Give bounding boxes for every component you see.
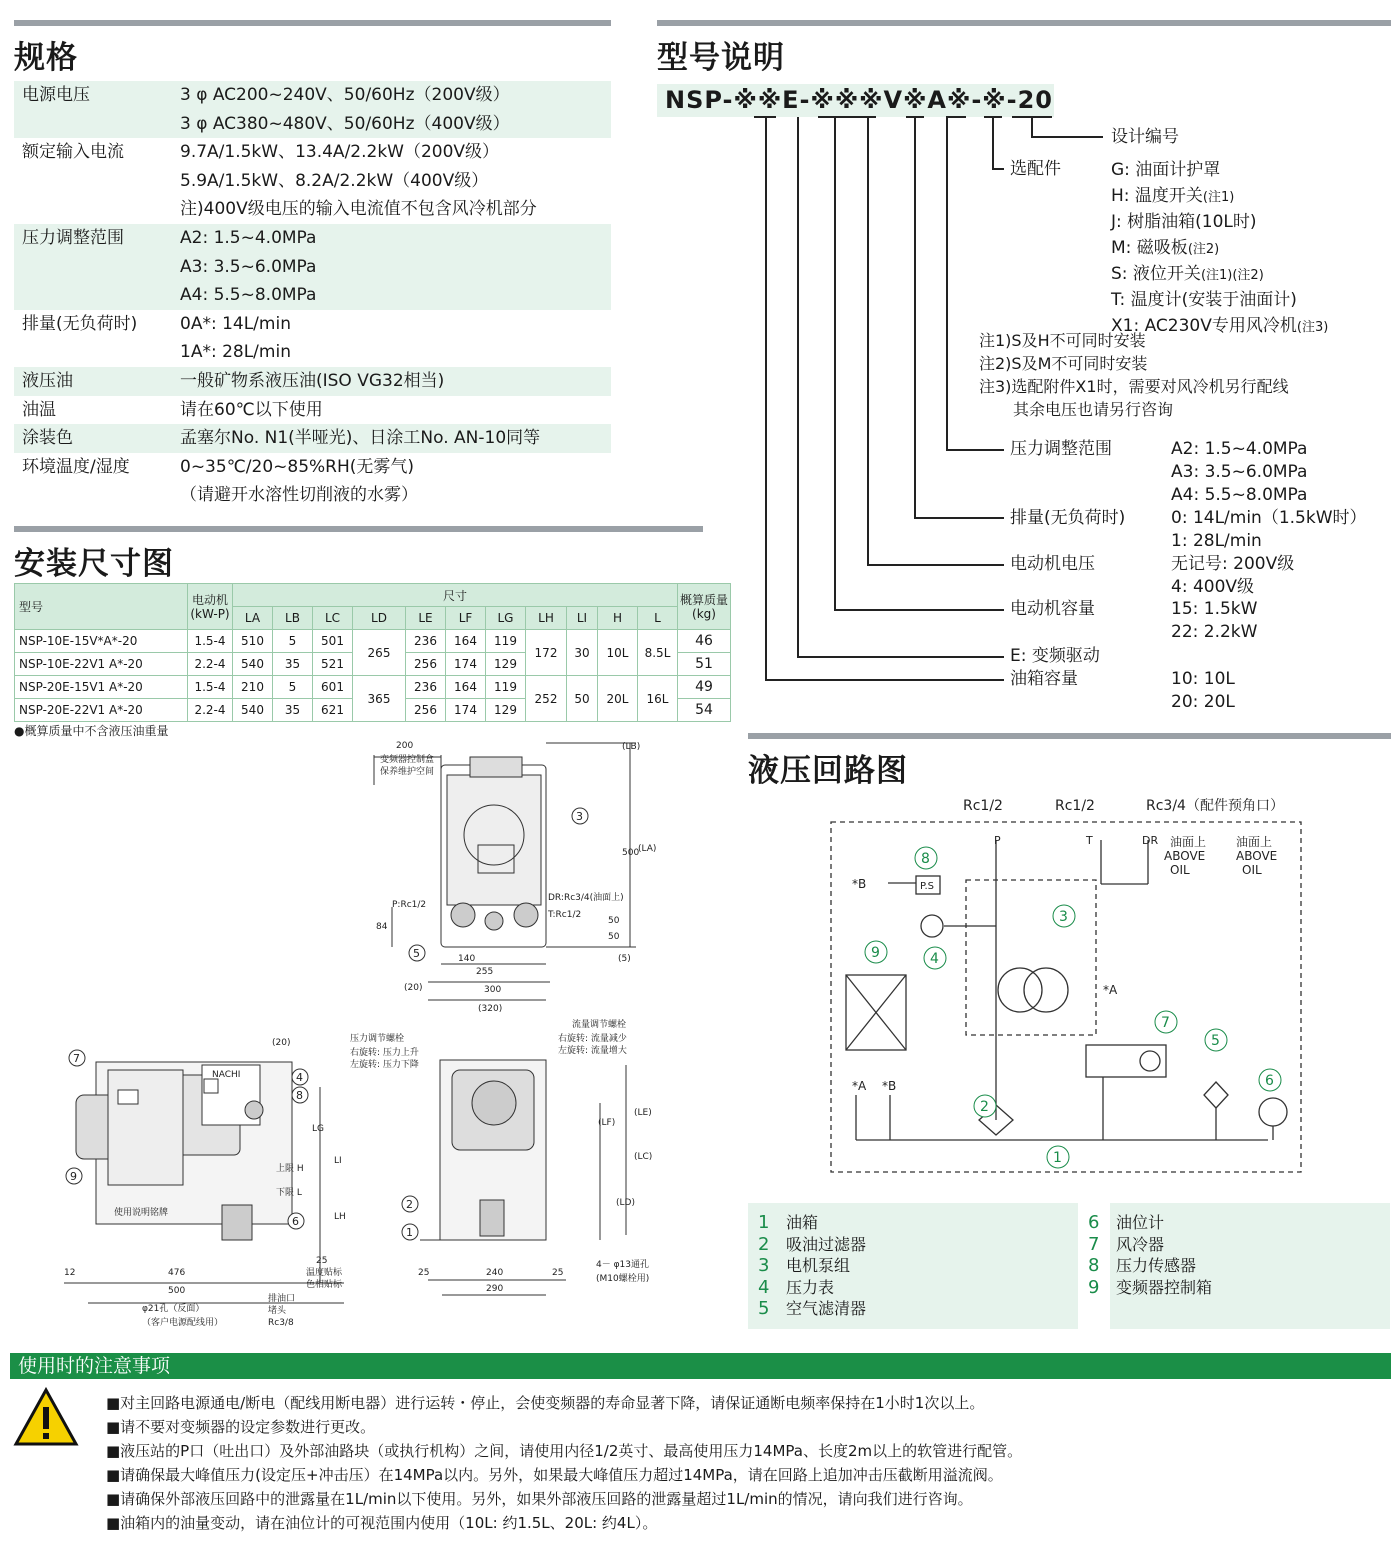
- spec-label: [14, 167, 180, 196]
- drive-label: E: 变频驱动: [1010, 646, 1100, 666]
- th-col: LB: [273, 607, 313, 630]
- spec-row: [14, 138, 611, 167]
- spec-value: A3: 3.5~6.0MPa: [180, 256, 317, 277]
- svg-text:25: 25: [418, 1268, 430, 1278]
- svg-text:2: 2: [980, 1099, 989, 1115]
- option-item: X1: AC230V专用风冷机(注3): [1111, 316, 1329, 336]
- legend-item: 7 风冷器: [1088, 1233, 1165, 1255]
- svg-text:200: 200: [396, 741, 414, 751]
- svg-text:(5): (5): [618, 954, 631, 964]
- svg-text:50: 50: [608, 932, 620, 942]
- spec-row: [14, 253, 611, 282]
- svg-text:温度贴标: 温度贴标: [306, 1268, 343, 1278]
- svg-text:7: 7: [73, 1052, 80, 1065]
- svg-text:7: 7: [1161, 1015, 1170, 1031]
- option-item: M: 磁吸板(注2): [1111, 238, 1220, 258]
- svg-text:下限 L: 下限 L: [276, 1188, 302, 1198]
- option-label: 选配件: [1010, 159, 1061, 179]
- svg-text:25: 25: [316, 1256, 328, 1266]
- spec-label: [14, 338, 180, 367]
- svg-text:ABOVE: ABOVE: [1164, 849, 1206, 863]
- option-item: S: 液位开关(注1)(注2): [1111, 264, 1264, 284]
- tank-values: 10: 10L 20: 20L: [1171, 669, 1235, 712]
- spec-label: [14, 110, 180, 139]
- hydraulic-circuit: [748, 790, 1391, 1195]
- table-row: NSP-10E-22V1 A*-20 2.2-4 540 35 521 256 174 129 51: [15, 653, 731, 676]
- spec-row: [14, 453, 611, 482]
- spec-value: 注)400V级电压的输入电流值不包含风冷机部分: [180, 199, 537, 220]
- svg-text:Rc3/8: Rc3/8: [268, 1318, 294, 1328]
- svg-text:右旋转: 压力上升: 右旋转: 压力上升: [350, 1048, 419, 1058]
- spec-row: [14, 81, 611, 110]
- spec-label: 电源电压: [22, 85, 90, 105]
- th-col: LF: [446, 607, 486, 630]
- svg-text:变频器控制盒: 变频器控制盒: [380, 755, 435, 765]
- svg-text:*B: *B: [882, 1079, 897, 1093]
- spec-row: [14, 338, 611, 367]
- svg-text:*A: *A: [852, 1079, 867, 1093]
- spec-value: 请在60℃以下使用: [180, 399, 323, 420]
- svg-text:6: 6: [1265, 1073, 1274, 1089]
- model-note: 其余电压也请另行咨询: [1013, 400, 1174, 419]
- circuit-top-bar: [748, 733, 1391, 739]
- spec-label: [14, 281, 180, 310]
- svg-text:DR: DR: [1142, 834, 1159, 847]
- spec-label: 油温: [22, 399, 56, 420]
- svg-text:油面上: 油面上: [1236, 835, 1273, 849]
- svg-text:240: 240: [486, 1268, 504, 1278]
- spec-label: 涂装色: [22, 428, 73, 449]
- svg-text:P:Rc1/2: P:Rc1/2: [392, 900, 427, 910]
- svg-text:476: 476: [168, 1268, 186, 1278]
- svg-text:压力调节螺栓: 压力调节螺栓: [350, 1034, 405, 1044]
- spec-title: 规格: [14, 40, 78, 76]
- spec-row: [14, 481, 611, 510]
- spec-row: [14, 367, 611, 396]
- flow-values: 0: 14L/min（1.5kW时） 1: 28L/min: [1171, 508, 1367, 551]
- spec-row: [14, 310, 611, 339]
- svg-text:(M10螺栓用): (M10螺栓用): [596, 1274, 650, 1284]
- spec-value: 9.7A/1.5kW、13.4A/2.2kW（200V级）: [180, 142, 500, 163]
- table-row: NSP-10E-15V*A*-20 1.5-4 510 5 501 265 236 164 119 172 30 10L 8.5L 46: [15, 630, 731, 653]
- th-col: LE: [406, 607, 446, 630]
- spec-value: 5.9A/1.5kW、8.2A/2.2kW（400V级）: [180, 170, 489, 191]
- th-col: LH: [526, 607, 567, 630]
- installation-drawing: [0, 735, 700, 1335]
- th-model: 型号: [15, 584, 188, 630]
- design-number-label: 设计编号: [1111, 127, 1179, 147]
- table-row: NSP-20E-22V1 A*-20 2.2-4 540 35 621 256 174 129 54: [15, 699, 731, 722]
- caution-item: ■请确保最大峰值压力(设定压+冲击压）在14MPa以内。另外，如果最大峰值压力超过14MPa，请在回路上追加冲击压截断用溢流阀。: [106, 1466, 1003, 1484]
- legend-item: 5 空气滤清器: [758, 1298, 867, 1319]
- spec-value: 3 φ AC380~480V、50/60Hz（400V级）: [180, 113, 510, 134]
- dims-title: 安装尺寸图: [14, 546, 174, 582]
- spec-value: 一般矿物系液压油(ISO VG32相当): [180, 370, 445, 391]
- svg-text:(LF): (LF): [598, 1118, 616, 1128]
- svg-text:5: 5: [1211, 1033, 1220, 1049]
- th-col: LA: [233, 607, 273, 630]
- circuit-title: 液压回路图: [748, 753, 908, 789]
- th-col: H: [598, 607, 638, 630]
- svg-text:流量调节螺栓: 流量调节螺栓: [572, 1020, 627, 1030]
- svg-text:5: 5: [413, 947, 420, 960]
- model-note: 注3)选配附件X1时，需要对风冷机另行配线: [979, 377, 1289, 396]
- svg-text:9: 9: [70, 1170, 77, 1183]
- svg-text:Rc1/2: Rc1/2: [963, 798, 1003, 814]
- dims-top-bar: [14, 526, 703, 532]
- svg-text:4: 4: [930, 951, 939, 967]
- spec-row: [14, 281, 611, 310]
- svg-text:堵头: 堵头: [268, 1306, 287, 1316]
- svg-text:4－ φ13通孔: 4－ φ13通孔: [596, 1260, 649, 1270]
- svg-text:(320): (320): [478, 1004, 503, 1014]
- svg-text:3: 3: [1059, 909, 1068, 925]
- legend-item: 3 电机泵组: [758, 1255, 851, 1276]
- spec-top-bar: [14, 20, 611, 26]
- svg-text:Rc3/4（配件预角口）: Rc3/4（配件预角口）: [1146, 798, 1284, 814]
- model-title: 型号说明: [657, 40, 785, 76]
- svg-text:T:Rc1/2: T:Rc1/2: [548, 910, 582, 920]
- svg-text:8: 8: [296, 1089, 303, 1102]
- spec-value: 3 φ AC200~240V、50/60Hz（200V级）: [180, 85, 510, 105]
- spec-label: 排量(无负荷时): [22, 313, 138, 334]
- svg-text:*A: *A: [1103, 983, 1118, 997]
- spec-label: [14, 253, 180, 282]
- voltage-label: 电动机电压: [1010, 554, 1095, 574]
- svg-text:T: T: [1086, 834, 1093, 847]
- svg-text:84: 84: [376, 922, 388, 932]
- spec-value: 0~35℃/20~85%RH(无雾气): [180, 456, 415, 477]
- svg-text:25: 25: [552, 1268, 564, 1278]
- th-col: LC: [313, 607, 353, 630]
- th-col: LI: [567, 607, 598, 630]
- warning-icon: [13, 1387, 79, 1447]
- svg-text:(20): (20): [272, 1038, 291, 1048]
- svg-text:2: 2: [406, 1198, 413, 1211]
- spec-row: [14, 424, 611, 453]
- svg-text:保养维护空间: 保养维护空间: [380, 767, 435, 777]
- th-size: 尺寸: [233, 584, 678, 607]
- spec-label: 额定输入电流: [22, 142, 124, 163]
- model-top-bar: [657, 20, 1391, 26]
- caution-list: [106, 1391, 1022, 1535]
- svg-text:排油口: 排油口: [268, 1294, 296, 1304]
- svg-text:Rc1/2: Rc1/2: [1055, 798, 1095, 814]
- legend-item: 6 油位计: [1088, 1212, 1165, 1233]
- svg-text:色相贴标: 色相贴标: [306, 1280, 343, 1290]
- caution-item: ■对主回路电源通电/断电（配线用断电器）进行运转・停止，会使变频器的寿命显著下降，请保证通断电频率保持在1小时1次以上。: [106, 1394, 985, 1412]
- svg-text:OIL: OIL: [1242, 863, 1262, 877]
- svg-text:φ21孔（反面）: φ21孔（反面）: [142, 1304, 205, 1314]
- option-notes: [979, 329, 1289, 421]
- legend-item: 9 变频器控制箱: [1088, 1276, 1213, 1298]
- svg-text:DR:Rc3/4(油面上): DR:Rc3/4(油面上): [548, 893, 624, 903]
- pressure-label: 压力调整范围: [1010, 439, 1112, 459]
- th-col: LD: [353, 607, 406, 630]
- svg-text:290: 290: [486, 1284, 504, 1294]
- svg-text:(20): (20): [404, 983, 423, 993]
- spec-row: [14, 396, 611, 425]
- svg-text:8: 8: [921, 851, 930, 867]
- svg-text:（客户电源配线用）: （客户电源配线用）: [142, 1318, 224, 1328]
- flow-label: 排量(无负荷时): [1010, 508, 1126, 528]
- model-note: 注2)S及M不可同时安装: [979, 354, 1148, 373]
- caution-item: ■液压站的P口（吐出口）及外部油路块（或执行机构）之间，请使用内径1/2英寸、最高使用压力14MPa、长度2m以上的软管进行配管。: [106, 1442, 1023, 1460]
- svg-text:3: 3: [576, 810, 583, 823]
- svg-text:12: 12: [64, 1268, 76, 1278]
- spec-table: [14, 81, 611, 510]
- svg-text:1: 1: [1053, 1150, 1062, 1166]
- option-item: H: 温度开关(注1): [1111, 186, 1235, 206]
- caution-item: ■请不要对变频器的设定参数进行更改。: [106, 1418, 376, 1436]
- svg-text:ABOVE: ABOVE: [1236, 849, 1278, 863]
- svg-text:油面上: 油面上: [1170, 835, 1207, 849]
- svg-text:(LB): (LB): [622, 742, 641, 752]
- spec-row: [14, 224, 611, 253]
- caution-item: ■油箱内的油量变动，请在油位计的可视范围内使用（10L: 约1.5L、20L: 约4L）。: [106, 1514, 658, 1532]
- svg-text:50: 50: [608, 916, 620, 926]
- svg-text:LH: LH: [334, 1212, 346, 1222]
- caution-item: ■请确保外部液压回路中的泄露量在1L/min以下使用。另外，如果外部液压回路的泄露量超过1L/min的情况，请向我们进行咨询。: [106, 1490, 973, 1508]
- spec-label: 压力调整范围: [22, 227, 124, 248]
- model-code: NSP-※※E-※※※V※A※-※-20: [665, 86, 1053, 114]
- svg-text:9: 9: [871, 945, 880, 961]
- th-motor: 电动机 (kW-P): [188, 584, 233, 630]
- spec-value: 1A*: 28L/min: [180, 342, 291, 363]
- svg-text:6: 6: [292, 1215, 299, 1228]
- svg-text:(LD): (LD): [616, 1198, 635, 1208]
- spec-label: [14, 481, 180, 510]
- spec-value: 0A*: 14L/min: [180, 313, 291, 334]
- spec-label: [14, 195, 180, 224]
- spec-row: [14, 195, 611, 224]
- caution-title: 使用时的注意事项: [10, 1353, 1391, 1379]
- spec-row: [14, 110, 611, 139]
- legend-item: 1 油箱: [758, 1212, 819, 1233]
- svg-text:255: 255: [476, 967, 494, 977]
- legend-item: 4 压力表: [758, 1276, 835, 1298]
- option-item: J: 树脂油箱(10L时): [1111, 212, 1257, 232]
- svg-text:右旋转: 流量减少: 右旋转: 流量减少: [558, 1034, 627, 1044]
- spec-value: （请避开水溶性切削液的水雾）: [180, 485, 418, 506]
- svg-text:LI: LI: [334, 1156, 342, 1166]
- tank-label: 油箱容量: [1010, 669, 1078, 689]
- dimension-table: [14, 583, 731, 722]
- svg-text:(LA): (LA): [638, 844, 657, 854]
- svg-text:上限 H: 上限 H: [276, 1164, 304, 1174]
- capacity-values: 15: 1.5kW 22: 2.2kW: [1171, 599, 1258, 642]
- table-row: NSP-20E-15V1 A*-20 1.5-4 210 5 601 365 236 164 119 252 50 20L 16L 49: [15, 676, 731, 699]
- svg-text:*B: *B: [852, 877, 867, 891]
- spec-value: 孟塞尔No. N1(半哑光)、日涂工No. AN-10同等: [180, 428, 541, 449]
- svg-text:500: 500: [622, 848, 640, 858]
- svg-text:OIL: OIL: [1170, 863, 1190, 877]
- circuit-legend: [748, 1203, 1390, 1329]
- th-col: LG: [486, 607, 526, 630]
- svg-text:300: 300: [484, 985, 502, 995]
- spec-label: 液压油: [22, 370, 73, 391]
- voltage-values: 无记号: 200V级 4: 400V级: [1171, 554, 1295, 597]
- spec-value: A4: 5.5~8.0MPa: [180, 285, 317, 306]
- spec-value: A2: 1.5~4.0MPa: [180, 227, 317, 248]
- model-note: 注1)S及H不可同时安装: [979, 331, 1146, 350]
- svg-text:140: 140: [458, 954, 476, 964]
- capacity-label: 电动机容量: [1010, 599, 1095, 619]
- legend-item: 8 压力传感器: [1088, 1255, 1197, 1276]
- option-item: G: 油面计护罩: [1111, 160, 1221, 180]
- svg-text:1: 1: [406, 1226, 413, 1239]
- spec-row: [14, 167, 611, 196]
- svg-text:(LE): (LE): [634, 1108, 652, 1118]
- svg-text:4: 4: [296, 1071, 303, 1084]
- svg-text:LG: LG: [312, 1124, 324, 1134]
- svg-text:使用说明铭牌: 使用说明铭牌: [114, 1208, 169, 1218]
- legend-item: 2 吸油过滤器: [758, 1233, 867, 1255]
- svg-text:(LC): (LC): [634, 1152, 653, 1162]
- svg-text:500: 500: [168, 1286, 186, 1296]
- option-item: T: 温度计(安装于油面计): [1111, 290, 1297, 310]
- svg-text:NACHI: NACHI: [212, 1070, 241, 1080]
- pressure-values: A2: 1.5~4.0MPa A3: 3.5~6.0MPa A4: 5.5~8.0MPa: [1171, 439, 1308, 505]
- svg-text:P.S: P.S: [920, 881, 934, 892]
- svg-text:左旋转: 压力下降: 左旋转: 压力下降: [350, 1060, 419, 1070]
- svg-text:左旋转: 流量增大: 左旋转: 流量增大: [558, 1046, 627, 1056]
- dims-note: ●概算质量中不含液压油重量: [14, 724, 169, 738]
- th-mass: 概算质量 (kg): [678, 584, 731, 630]
- th-col: L: [638, 607, 678, 630]
- svg-text:P: P: [994, 834, 1001, 847]
- spec-label: 环境温度/湿度: [22, 456, 130, 477]
- option-list: [1111, 158, 1328, 340]
